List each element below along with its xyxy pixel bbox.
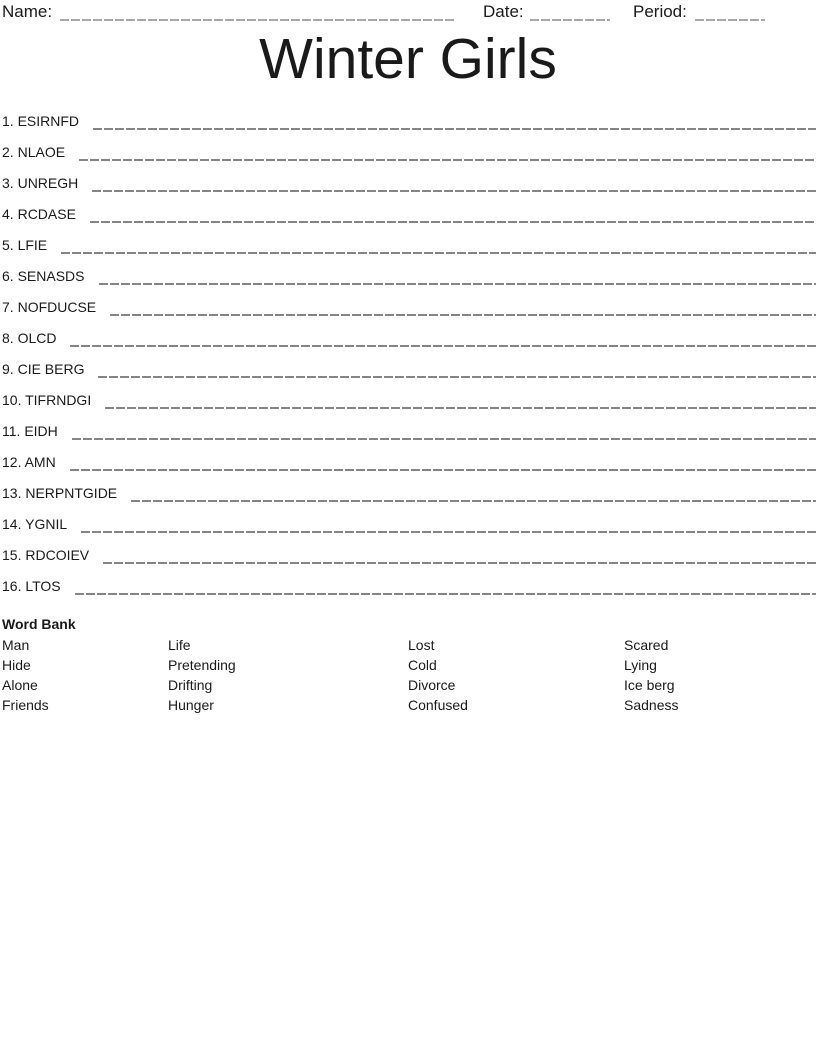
word-bank-word: Lying: [624, 657, 657, 673]
item-scrambled-word: AMN: [24, 454, 56, 470]
scramble-item: [2, 509, 816, 540]
scramble-item-label: [2, 385, 91, 416]
scramble-item-label: [2, 354, 84, 385]
scramble-item: [2, 385, 816, 416]
item-number: 4.: [2, 206, 14, 222]
answer-blank-line: [110, 314, 816, 316]
scramble-item-label: [2, 571, 61, 602]
name-blank-line: [60, 19, 455, 21]
period-field: [633, 1, 765, 22]
page-title: Winter Girls: [259, 27, 557, 91]
answer-blank-line: [93, 128, 816, 130]
scramble-item: [2, 540, 816, 571]
scramble-item: [2, 354, 816, 385]
word-bank: [2, 615, 816, 715]
date-field: [483, 1, 610, 22]
answer-blank-line: [90, 221, 816, 223]
scramble-item-label: [2, 137, 65, 168]
word-bank-word: Divorce: [408, 677, 456, 693]
name-field: [2, 1, 455, 22]
word-bank-column: [408, 635, 624, 715]
answer-blank-line: [103, 562, 816, 564]
item-number: 9.: [2, 361, 14, 377]
worksheet-header: [2, 0, 816, 22]
word-bank-word: Alone: [2, 677, 38, 693]
scramble-item: [2, 416, 816, 447]
item-scrambled-word: YGNIL: [25, 516, 68, 532]
item-number: 14.: [2, 516, 22, 532]
scramble-item: [2, 168, 816, 199]
answer-blank-line: [70, 345, 816, 347]
item-number: 10.: [2, 392, 22, 408]
item-scrambled-word: RCDASE: [17, 206, 76, 222]
word-bank-word: Man: [2, 637, 30, 653]
scramble-item: [2, 478, 816, 509]
scramble-item: [2, 323, 816, 354]
word-bank-word: Hide: [2, 657, 31, 673]
period-blank-line: [695, 19, 765, 21]
word-bank-word: Cold: [408, 657, 437, 673]
word-bank-word: Scared: [624, 637, 669, 653]
answer-blank-line: [131, 500, 816, 502]
word-bank-word: Confused: [408, 697, 468, 713]
answer-blank-line: [92, 190, 816, 192]
scramble-item: [2, 292, 816, 323]
item-scrambled-word: NERPNTGIDE: [25, 485, 118, 501]
scramble-item-label: [2, 199, 76, 230]
word-bank-column: [168, 635, 408, 715]
word-bank-title: Word Bank: [2, 616, 76, 632]
item-number: 5.: [2, 237, 14, 253]
scramble-item-label: [2, 447, 56, 478]
word-bank-grid: [2, 635, 816, 715]
date-blank-line: [530, 19, 610, 21]
scramble-item: [2, 230, 816, 261]
period-label: Period:: [633, 2, 687, 21]
item-number: 7.: [2, 299, 14, 315]
answer-blank-line: [105, 407, 816, 409]
item-scrambled-word: SENASDS: [17, 268, 85, 284]
item-scrambled-word: RDCOIEV: [25, 547, 90, 563]
scramble-list: [2, 106, 816, 602]
scramble-item-label: [2, 292, 96, 323]
scramble-item-label: [2, 416, 58, 447]
scramble-item: [2, 447, 816, 478]
word-bank-column: [624, 635, 816, 715]
item-scrambled-word: NLAOE: [17, 144, 66, 160]
scramble-item-label: [2, 540, 89, 571]
scramble-item-label: [2, 509, 67, 540]
word-bank-word: Lost: [408, 637, 435, 653]
word-bank-word: Friends: [2, 697, 49, 713]
word-bank-word: Hunger: [168, 697, 214, 713]
item-number: 11.: [2, 423, 21, 439]
answer-blank-line: [79, 159, 816, 161]
scramble-item-label: [2, 106, 79, 137]
item-number: 2.: [2, 144, 14, 160]
scramble-item: [2, 106, 816, 137]
item-scrambled-word: LFIE: [17, 237, 48, 253]
answer-blank-line: [75, 593, 816, 595]
word-bank-column: [2, 635, 168, 715]
item-scrambled-word: LTOS: [25, 578, 61, 594]
item-scrambled-word: ESIRNFD: [17, 113, 80, 129]
answer-blank-line: [72, 438, 816, 440]
word-bank-word: Life: [168, 637, 191, 653]
scramble-item-label: [2, 168, 78, 199]
item-scrambled-word: UNREGH: [17, 175, 79, 191]
item-number: 12.: [2, 454, 22, 470]
item-scrambled-word: NOFDUCSE: [17, 299, 97, 315]
answer-blank-line: [70, 469, 816, 471]
item-number: 6.: [2, 268, 14, 284]
item-scrambled-word: EIDH: [24, 423, 58, 439]
answer-blank-line: [98, 376, 816, 378]
item-number: 16.: [2, 578, 22, 594]
scramble-item: [2, 199, 816, 230]
item-number: 15.: [2, 547, 22, 563]
scramble-item-label: [2, 478, 117, 509]
word-bank-word: Sadness: [624, 697, 679, 713]
scramble-item: [2, 137, 816, 168]
item-number: 8.: [2, 330, 14, 346]
item-scrambled-word: OLCD: [17, 330, 57, 346]
item-number: 13.: [2, 485, 22, 501]
word-bank-word: Pretending: [168, 657, 236, 673]
scramble-item: [2, 261, 816, 292]
scramble-item-label: [2, 261, 85, 292]
scramble-item-label: [2, 230, 47, 261]
answer-blank-line: [81, 531, 816, 533]
item-scrambled-word: TIFRNDGI: [25, 392, 92, 408]
item-number: 1.: [2, 113, 14, 129]
scramble-item-label: [2, 323, 56, 354]
item-number: 3.: [2, 175, 14, 191]
name-label: Name:: [2, 2, 53, 21]
scramble-item: [2, 571, 816, 602]
date-label: Date:: [483, 2, 524, 21]
item-scrambled-word: CIE BERG: [17, 361, 85, 377]
answer-blank-line: [99, 283, 816, 285]
word-bank-word: Drifting: [168, 677, 213, 693]
answer-blank-line: [61, 252, 816, 254]
word-bank-word: Ice berg: [624, 677, 675, 693]
